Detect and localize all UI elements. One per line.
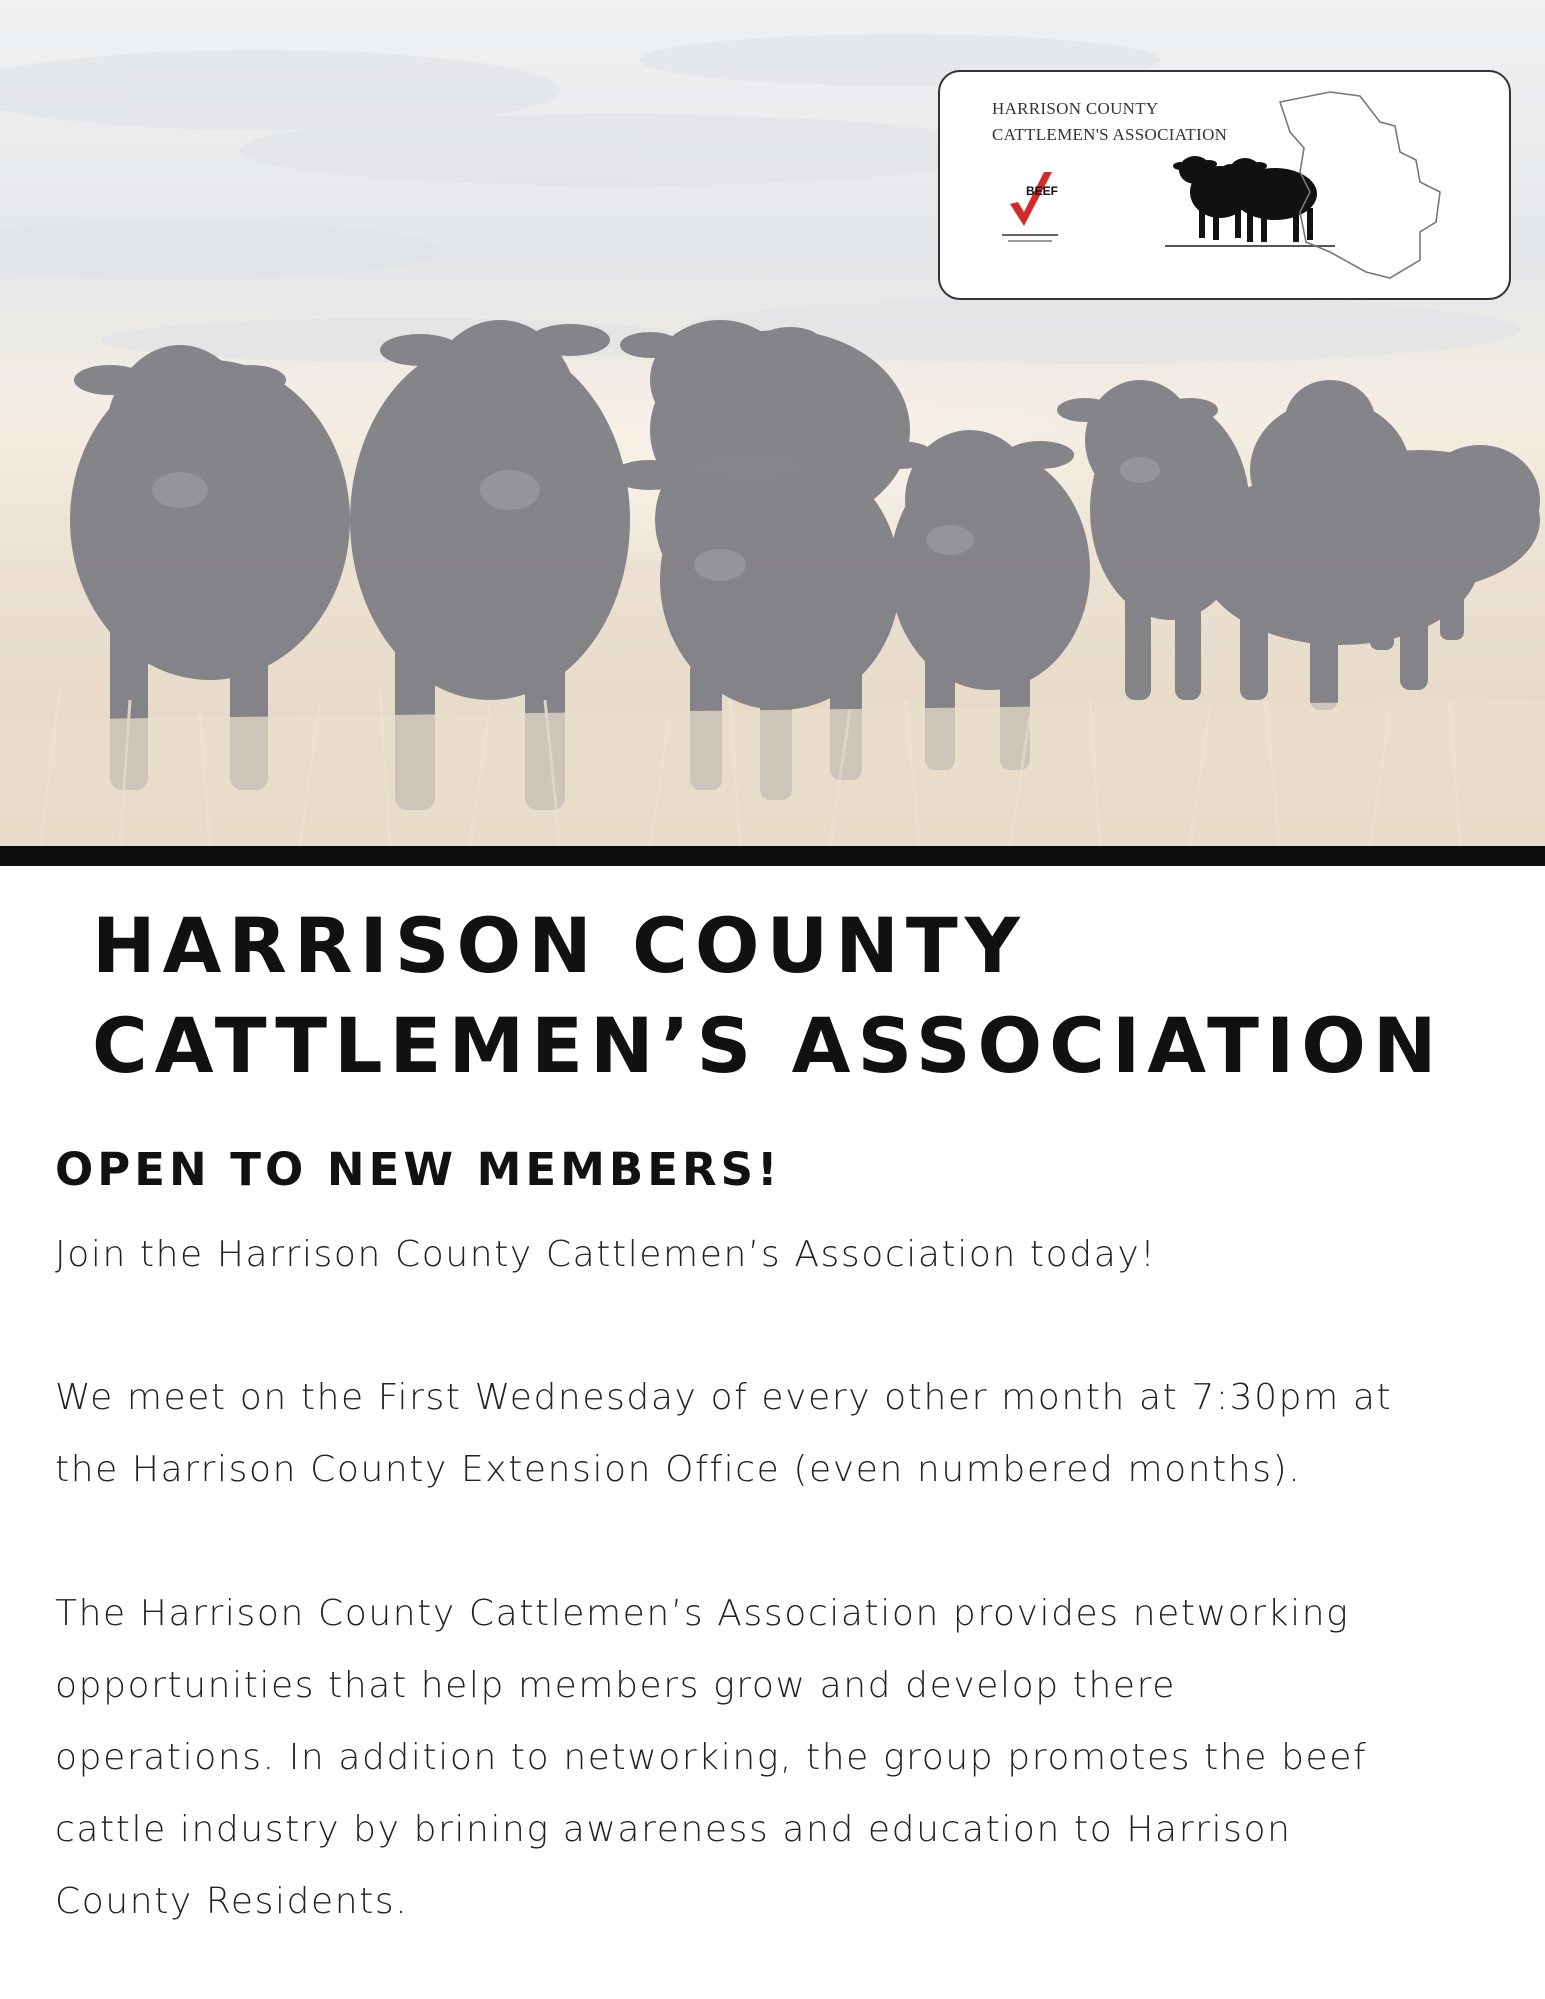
meeting-paragraph xyxy=(55,1362,1515,1506)
about-line-3: operations. In addition to networking, the group promotes the beef xyxy=(55,1737,1368,1778)
logo-org-name xyxy=(992,96,1227,148)
join-line-1: Join the Harrison County Cattlemen’s Association today! xyxy=(55,1234,1157,1275)
beef-word: BEEF xyxy=(1026,184,1059,198)
page-title xyxy=(92,896,1443,1096)
logo-line-2: CATTLEMEN'S ASSOCIATION xyxy=(992,125,1228,144)
title-line-2: CATTLEMEN’S ASSOCIATION xyxy=(92,1001,1444,1090)
membership-heading: OPEN TO NEW MEMBERS! xyxy=(55,1143,782,1196)
about-line-1: The Harrison County Cattlemen’s Association provides networking xyxy=(55,1593,1350,1634)
meeting-line-2: the Harrison County Extension Office (even numbered months). xyxy=(55,1449,1302,1490)
about-paragraph xyxy=(55,1578,1515,1938)
county-outline-map-icon xyxy=(1270,82,1490,292)
title-line-1: HARRISON COUNTY xyxy=(92,901,1027,990)
about-line-5: County Residents. xyxy=(55,1881,409,1922)
about-line-2: opportunities that help members grow and develop there xyxy=(55,1665,1176,1706)
logo-line-1: HARRISON COUNTY xyxy=(992,99,1159,118)
meeting-line-1: We meet on the First Wednesday of every other month at 7:30pm at xyxy=(55,1377,1393,1418)
association-logo xyxy=(938,70,1511,300)
join-paragraph xyxy=(55,1219,1515,1291)
about-line-4: cattle industry by brining awareness and education to Harrison xyxy=(55,1809,1292,1850)
beef-checkmark-icon xyxy=(1000,164,1060,254)
hero-divider-bar xyxy=(0,846,1545,866)
hero-photo xyxy=(0,0,1545,846)
